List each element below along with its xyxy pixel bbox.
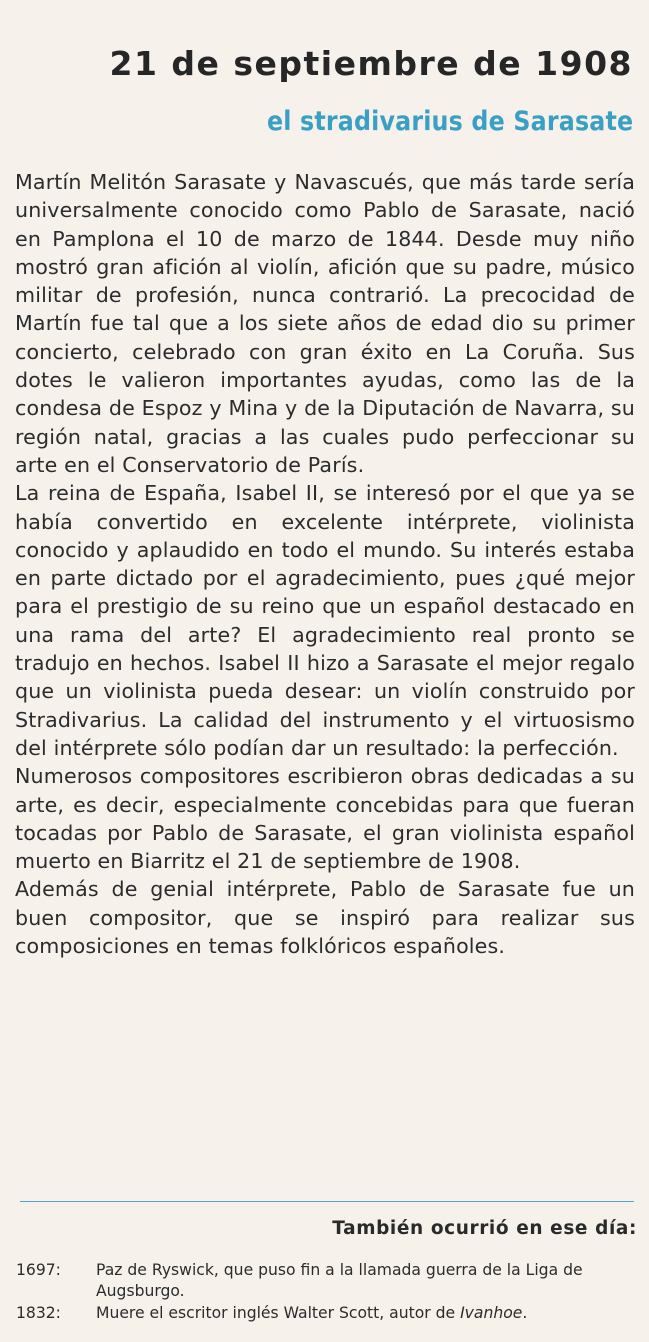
event-year: 1832:: [16, 1304, 61, 1322]
event-item: [16, 1303, 641, 1324]
article-body: [15, 168, 635, 960]
events-list: [16, 1260, 641, 1326]
page-title: 21 de septiembre de 1908: [109, 44, 633, 83]
article-paragraph-3: Numerosos compositores escribieron obras dedicadas a su arte, es decir, especialmente concebidas para que fueran tocadas por Pablo de Sarasate, el gran violinista español muerto en Biarritz el 21 de septiembre de 1908.: [15, 764, 635, 874]
event-work-title: Ivanhoe: [460, 1304, 523, 1322]
event-text-suffix: .: [522, 1304, 528, 1322]
event-text-main: Muere el escritor inglés Walter Scott, autor de: [96, 1304, 461, 1322]
article-paragraph-2: La reina de España, Isabel II, se interesó por el que ya se había convertido en excelente intérprete, violinista conocido y aplaudido en todo el mundo. Su interés estaba en parte dictado por el agradecimiento, pues ¿qué mejor para el prestigio de su reino que un español destacado en una rama del arte? El agradecimiento real pronto se tradujo en hechos. Isabel II hizo a Sarasate el mejor regalo que un violinista pueda desear: un violín construido por Stradivarius. La calidad del instrumento y el virtuosismo del intérprete sólo podían dar un resultado: la perfección.: [15, 481, 635, 760]
article-paragraph-1: Martín Melitón Sarasate y Navascués, que más tarde sería universalmente conocido como Pablo de Sarasate, nació en Pamplona el 10 de marzo de 1844. Desde muy niño mostró gran afición al violín, afición que su padre, músico militar de profesión, nunca contrarió. La precocidad de Martín fue tal que a los siete años de edad dio su primer concierto, celebrado con gran éxito en La Coruña. Sus dotes le valieron importantes ayudas, como las de la condesa de Espoz y Mina y de la Diputación de Navarra, su región natal, gracias a las cuales pudo perfeccionar su arte en el Conservatorio de París.: [15, 170, 635, 477]
event-text: [96, 1303, 641, 1324]
event-item: [16, 1260, 641, 1301]
also-happened-heading: También ocurrió en ese día:: [332, 1218, 637, 1239]
event-text: Paz de Ryswick, que puso fin a la llamada guerra de la Liga de Augsburgo.: [96, 1261, 583, 1300]
event-year: 1697:: [16, 1261, 61, 1279]
page-subtitle: el stradivarius de Sarasate: [266, 106, 633, 137]
article-paragraph-4: Además de genial intérprete, Pablo de Sarasate fue un buen compositor, que se inspiró para realizar sus composiciones en temas folklóricos españoles.: [15, 877, 635, 959]
section-divider: [20, 1201, 634, 1202]
